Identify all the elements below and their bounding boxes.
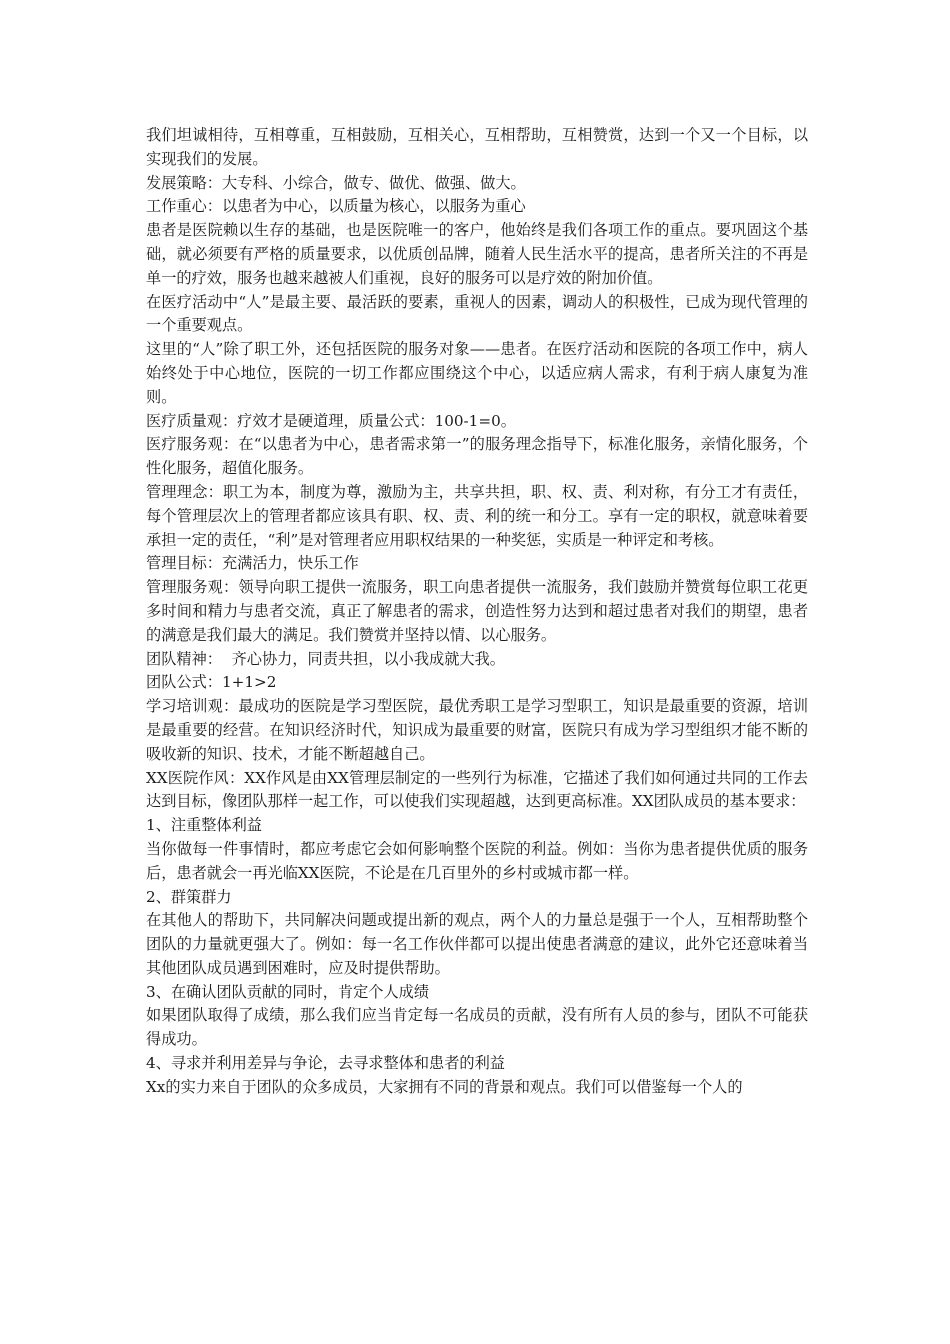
paragraph-quality-view: 医疗质量观：疗效才是硬道理，质量公式：100-1=0。 [146, 411, 516, 430]
paragraph-strategy: 发展策略：大专科、小综合，做专、做优、做强、做大。 [146, 173, 526, 192]
paragraph-item-1: 当你做每一件事情时，都应考虑它会如何影响整个医院的利益。例如：当你为患者提供优质的服务后，患者就会一再光临XX医院，不论是在几百里外的乡村或城市都一样。 [146, 839, 808, 882]
paragraph-intro: 我们坦诚相待，互相尊重，互相鼓励，互相关心，互相帮助，互相赞赏，达到一个又一个目标，以实现我们的发展。 [146, 126, 808, 168]
paragraph-people-scope: 这里的“人”除了职工外，还包括医院的服务对象——患者。在医疗活动和医院的各项工作中，病人始终处于中心地位，医院的一切工作都应围绕这个中心，以适应病人需求，有利于病人康复为准则。 [146, 340, 808, 406]
paragraph-learning-view: 学习培训观：最成功的医院是学习型医院，最优秀职工是学习型职工，知识是最重要的资源，培训是最重要的经营。在知识经济时代，知识成为最重要的财富，医院只有成为学习型组织才能不断的吸收新的知识、技术，才能不断超越自己。 [146, 697, 808, 763]
heading-item-3: 3、在确认团队贡献的同时，肯定个人成绩 [146, 982, 430, 1001]
paragraph-hospital-style: XX医院作风：XX作风是由XX管理层制定的一些列行为标准，它描述了我们如何通过共同的工作去达到目标，像团队那样一起工作，可以使我们实现超越，达到更高标准。XX团队成员的基本要求： [146, 768, 808, 811]
paragraph-management-goal: 管理目标：充满活力，快乐工作 [146, 554, 359, 573]
paragraph-item-4: Xx的实力来自于团队的众多成员，大家拥有不同的背景和观点。我们可以借鉴每一个人的 [146, 1077, 743, 1096]
paragraph-management-concept: 管理理念：职工为本，制度为尊，激励为主，共享共担，职、权、责、利对称，有分工才有责任，每个管理层次上的管理者都应该具有职、权、责、利的统一和分工。享有一定的职权，就意味着要承担一定的责任，“利”是对管理者应用职权结果的一种奖惩，实质是一种评定和考核。 [146, 482, 808, 549]
paragraph-focus: 工作重心：以患者为中心，以质量为核心，以服务为重心 [146, 197, 526, 216]
heading-item-1: 1、注重整体利益 [146, 816, 262, 835]
paragraph-team-spirit: 团队精神： 齐心协力，同责共担，以小我成就大我。 [146, 649, 505, 668]
heading-item-2: 2、群策群力 [146, 887, 232, 906]
paragraph-human-factor: 在医疗活动中“人”是最主要、最活跃的要素，重视人的因素，调动人的积极性，已成为现代管理的一个重要观点。 [146, 292, 808, 335]
paragraph-service-view: 医疗服务观：在“以患者为中心，患者需求第一”的服务理念指导下，标准化服务，亲情化服务，个性化服务，超值化服务。 [146, 435, 808, 478]
paragraph-item-2: 在其他人的帮助下，共同解决问题或提出新的观点，两个人的力量总是强于一个人，互相帮助整个团队的力量就更强大了。例如：每一名工作伙伴都可以提出使患者满意的建议，此外它还意味着当其他团队成员遇到困难时，应及时提供帮助。 [146, 911, 808, 977]
heading-item-4: 4、寻求并利用差异与争论，去寻求整体和患者的利益 [146, 1054, 505, 1073]
document-body [146, 124, 808, 1100]
paragraph-management-service: 管理服务观：领导向职工提供一流服务，职工向患者提供一流服务，我们鼓励并赞赏每位职工花更多时间和精力与患者交流，真正了解患者的需求，创造性努力达到和超过患者对我们的期望，患者的满意是我们最大的满足。我们赞赏并坚持以情、以心服务。 [146, 578, 808, 644]
paragraph-patient-basis: 患者是医院赖以生存的基础，也是医院唯一的客户，他始终是我们各项工作的重点。要巩固这个基础，就必须要有严格的质量要求，以优质创品牌，随着人民生活水平的提高，患者所关注的不再是单一的疗效，服务也越来越被人们重视，良好的服务可以是疗效的附加价值。 [146, 221, 808, 287]
paragraph-item-3: 如果团队取得了成绩，那么我们应当肯定每一名成员的贡献，没有所有人员的参与，团队不可能获得成功。 [146, 1006, 808, 1049]
paragraph-team-formula: 团队公式：1+1>2 [146, 673, 277, 692]
